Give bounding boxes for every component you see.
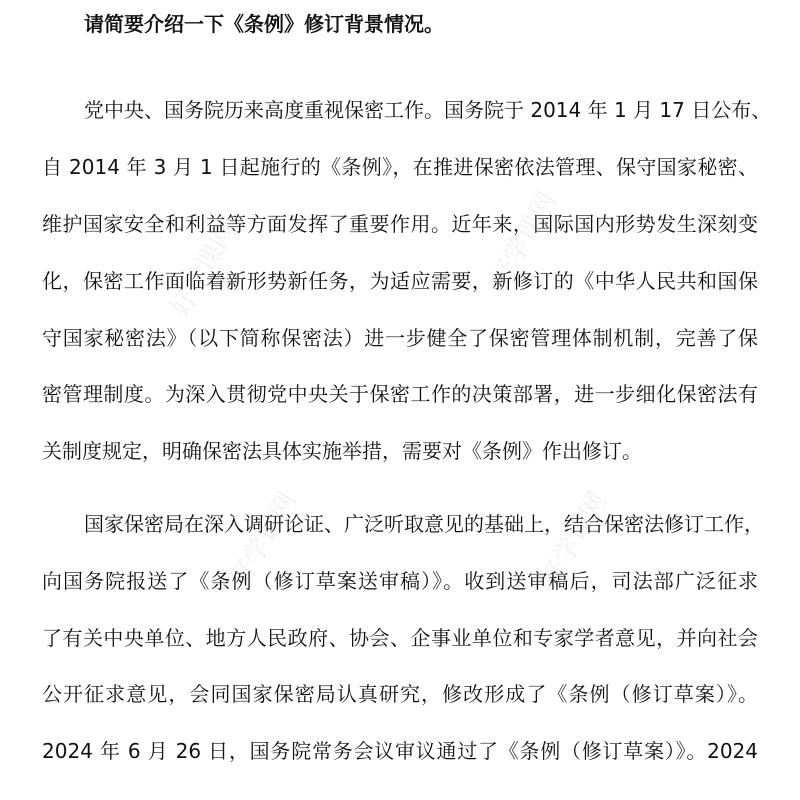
text-line: 自 2014 年 3 月 1 日起施行的《条例》，在推进保密依法管理、保守国家秘密、: [42, 155, 758, 179]
text-line: 维护国家安全和利益等方面发挥了重要作用。近年来，国际国内形势发生深刻变: [42, 212, 758, 236]
text-line: 化，保密工作面临着新形势新任务，为适应需要，新修订的《中华人民共和国保: [42, 269, 758, 293]
text-line: 关制度规定，明确保密法具体实施举措，需要对《条例》作出修订。: [42, 439, 642, 463]
text-line: 守国家秘密法》（以下简称保密法）进一步健全了保密管理体制机制，完善了保: [42, 326, 758, 350]
watermark: 好学课网: [165, 217, 244, 323]
text-line: 公开征求意见，会同国家保密局认真研究，修改形成了《条例（修订草案）》。: [42, 682, 758, 706]
question-heading: 请简要介绍一下《条例》修订背景情况。: [84, 12, 444, 36]
text-line: 国家保密局在深入调研论证、广泛听取意见的基础上，结合保密法修订工作，: [84, 512, 764, 536]
watermark: 好学课网: [485, 187, 564, 293]
text-line: 党中央、国务院历来高度重视保密工作。国务院于 2014 年 1 月 17 日公布、: [84, 98, 772, 122]
text-line: 向国务院报送了《条例（修订草案送审稿）》。收到送审稿后，司法部广泛征求: [42, 569, 758, 593]
watermark: 好学课网: [535, 487, 614, 593]
text-line: 2024 年 6 月 26 日，国务院常务会议审议通过了《条例（修订草案）》。2024: [42, 739, 758, 763]
text-line: 密管理制度。为深入贯彻党中央关于保密工作的决策部署，进一步细化保密法有: [42, 382, 758, 406]
text-line: 了有关中央单位、地方人民政府、协会、企事业单位和专家学者意见，并向社会: [42, 626, 758, 650]
watermark: 好学课网: [225, 487, 304, 593]
